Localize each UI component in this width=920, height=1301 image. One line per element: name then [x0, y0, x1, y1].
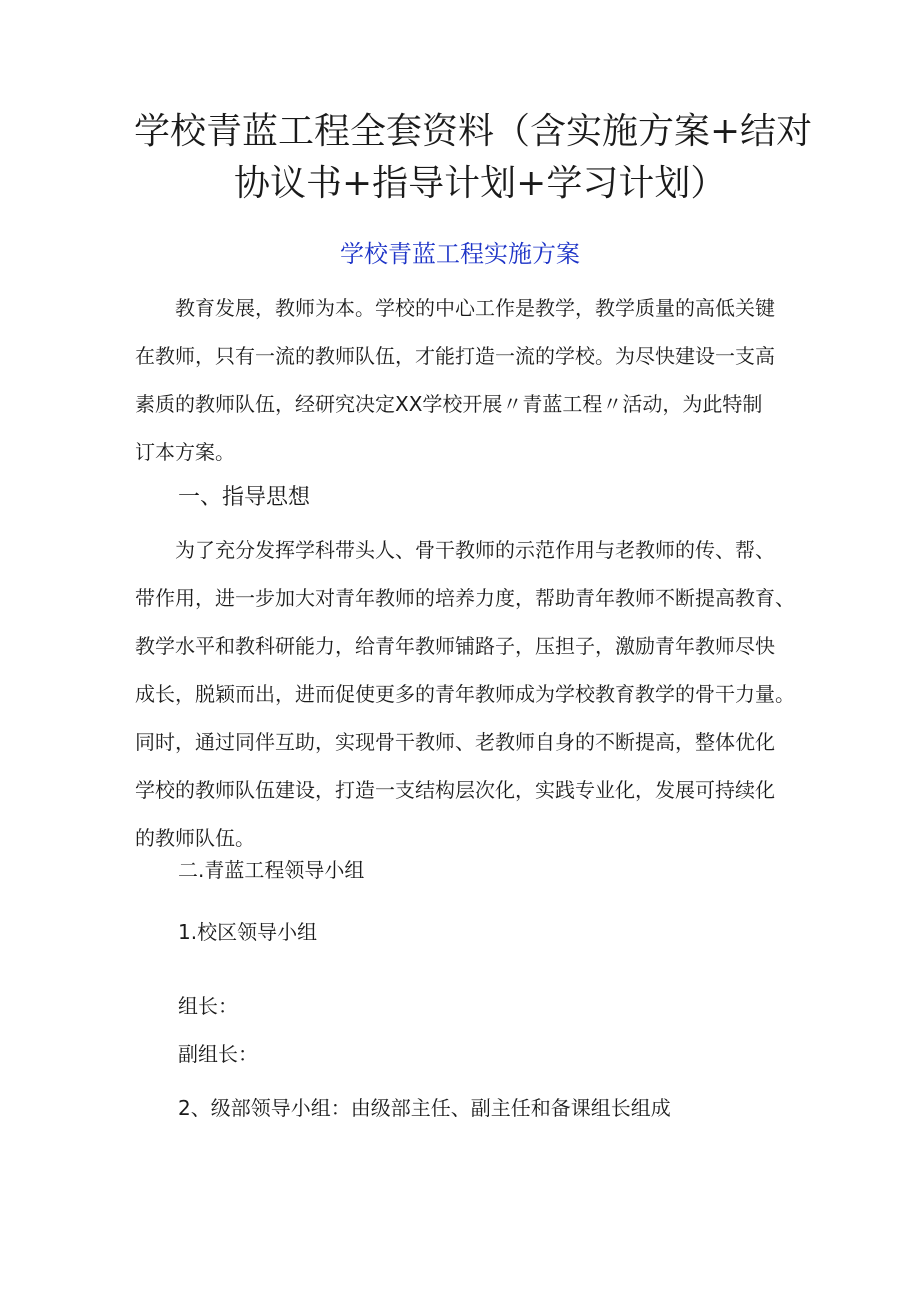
paragraph-line: 为了充分发挥学科带头人、骨干教师的示范作用与老教师的传、帮、: [135, 538, 775, 562]
section-heading-guiding-ideology: 一、指导思想: [178, 485, 311, 510]
intro-line: 在教师，只有一流的教师队伍，才能打造一流的学校。为尽快建设一支高: [135, 344, 775, 368]
paragraph-line: 同时，通过同伴互助，实现骨干教师、老教师自身的不断提高，整体优化: [135, 730, 775, 754]
paragraph-line: 的教师队伍。: [135, 826, 255, 850]
guiding-ideology-paragraph: [135, 526, 795, 862]
subsection-grade-leadership: 2、级部领导小组：由级部主任、副主任和备课组长组成: [178, 1096, 671, 1120]
paragraph-line: 成长，脱颖而出，进而促使更多的青年教师成为学校教育教学的骨干力量。: [135, 682, 795, 706]
intro-line: 订本方案。: [135, 440, 235, 464]
vice-group-leader-label: 副组长：: [178, 1042, 258, 1066]
section-heading-leadership-group: 二.青蓝工程领导小组: [178, 858, 365, 882]
subsection-campus-leadership: 1.校区领导小组: [178, 920, 318, 944]
intro-paragraph: [135, 284, 785, 476]
paragraph-line: 教学水平和教科研能力，给青年教师铺路子，压担子，激励青年教师尽快: [135, 634, 775, 658]
intro-line: 素质的教师队伍，经研究决定XX学校开展〃青蓝工程〃活动，为此特制: [135, 392, 763, 416]
paragraph-line: 学校的教师队伍建设，打造一支结构层次化，实践专业化，发展可持续化: [135, 778, 775, 802]
document-subtitle: 学校青蓝工程实施方案: [340, 240, 580, 268]
document-title-line-1: 学校青蓝工程全套资料（含实施方案+结对: [134, 111, 813, 152]
group-leader-label: 组长：: [178, 994, 238, 1018]
paragraph-line: 带作用，进一步加大对青年教师的培养力度，帮助青年教师不断提高教育、: [135, 586, 795, 610]
document-title-line-2: 协议书+指导计划+学习计划）: [234, 163, 727, 204]
intro-line: 教育发展，教师为本。学校的中心工作是教学，教学质量的高低关键: [135, 296, 775, 320]
